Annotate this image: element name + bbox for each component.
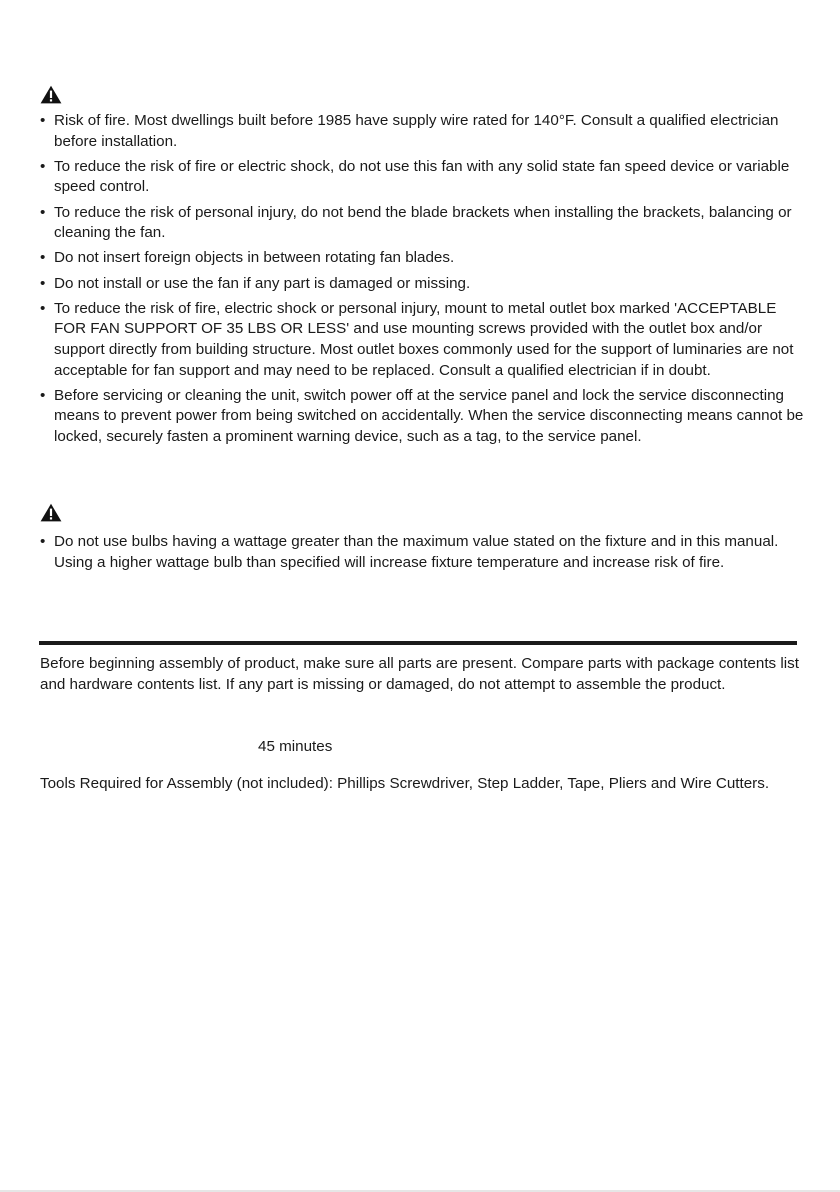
preparation-intro: Before beginning assembly of product, make sure all parts are present. Compare parts with package contents list and hardware contents list. If any part is missing or damaged, do not attempt to assemble the product. — [40, 655, 799, 693]
list-item — [40, 111, 804, 152]
list-item-text: Do not insert foreign objects in between rotating fan blades. — [54, 249, 455, 267]
bullet-glyph: • — [40, 203, 46, 221]
list-item-text: Do not install or use the fan if any part is damaged or missing. — [54, 274, 471, 292]
warning-list-fire-shock — [40, 111, 804, 452]
list-item — [40, 157, 804, 198]
list-item-text: To reduce the risk of fire or electric shock, do not use this fan with any solid state fan speed device or variable speed control. — [54, 157, 790, 196]
bullet-glyph: • — [40, 299, 46, 317]
warning-triangle-icon — [40, 85, 62, 104]
bullet-glyph: • — [40, 112, 46, 129]
section-divider — [39, 641, 797, 645]
bullet-glyph: • — [40, 157, 46, 175]
bullet-glyph: • — [40, 249, 46, 267]
list-item-text: Before servicing or cleaning the unit, switch power off at the service panel and lock the service disconnecting means to prevent power from being switched on accidentally. When the service disconnecting means cannot be locked, securely fasten a prominent warning device, such as a tag, to the service panel. — [54, 386, 804, 445]
list-item-text: Do not use bulbs having a wattage greater than the maximum value stated on the fixture and in this manual. Using a higher wattage bulb than specified will increase fixture temperature and increase risk of fire. — [54, 533, 779, 571]
list-item-text: To reduce the risk of personal injury, do not bend the blade brackets when installing the brackets, balancing or cleaning the fan. — [54, 203, 792, 242]
bullet-glyph: • — [40, 533, 46, 550]
list-item — [40, 274, 804, 295]
list-item — [40, 532, 804, 573]
list-item — [40, 203, 804, 244]
list-item-text: To reduce the risk of fire, electric shock or personal injury, mount to metal outlet box marked 'ACCEPTABLE FOR FAN SUPPORT OF 35 LBS OR LESS' and use mounting screws provided with the outlet box and/or support directly from building structure. Most outlet boxes commonly used for the support of luminaries are not acceptable for fan support and may need to be replaced. Consult a qualified electrician if in doubt. — [54, 299, 794, 379]
list-item — [40, 386, 804, 448]
list-item-text: Risk of fire. Most dwellings built before 1985 have supply wire rated for 140°F. Consult a qualified electrician before installation. — [54, 112, 779, 150]
list-item — [40, 248, 804, 269]
warning-list-bulb-wattage — [40, 532, 804, 578]
bullet-glyph: • — [40, 274, 46, 292]
assembly-time-value: 45 minutes — [258, 738, 333, 755]
warning-triangle-icon — [40, 503, 62, 522]
list-item — [40, 299, 804, 381]
tools-required: Tools Required for Assembly (not included): Phillips Screwdriver, Step Ladder, Tape, Pliers and Wire Cutters. — [40, 775, 770, 792]
bullet-glyph: • — [40, 386, 46, 404]
